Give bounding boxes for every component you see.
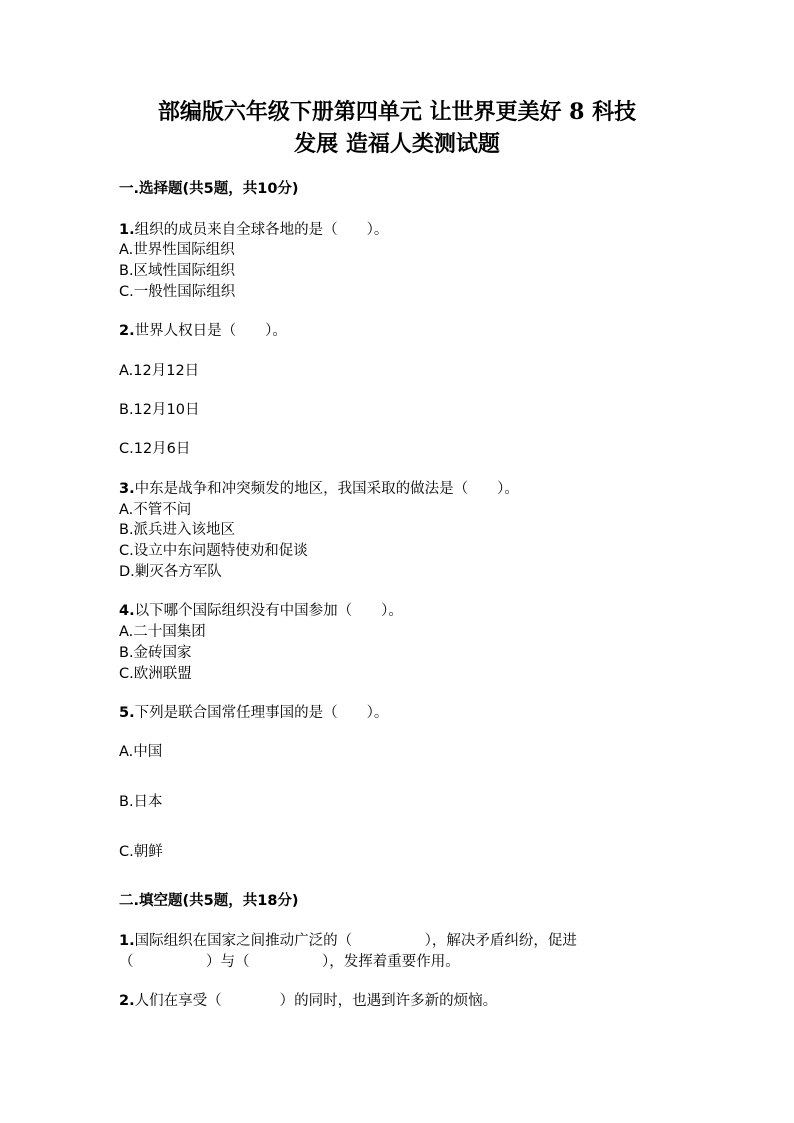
question-number: 4. <box>119 603 135 619</box>
fill-question-2 <box>119 989 497 1010</box>
option-text: B.日本 <box>119 794 163 810</box>
question-text: 中东是战争和冲突频发的地区，我国采取的做法是（ ）。 <box>134 481 519 497</box>
question-5-stem <box>119 701 388 722</box>
option-text: C.欧洲联盟 <box>119 666 192 682</box>
question-text: 下列是联合国常任理事国的是（ ）。 <box>134 705 389 721</box>
question-text: 以下哪个国际组织没有中国参加（ ）。 <box>134 603 403 619</box>
option-text: A.中国 <box>119 744 163 760</box>
question-3-stem <box>119 477 519 498</box>
option-text: A.12月12日 <box>119 363 200 379</box>
section-heading-fill: 二.填空题(共5题，共18分) <box>119 893 299 909</box>
question-number: 5. <box>119 705 135 721</box>
option-text: D.剿灭各方军队 <box>119 564 222 580</box>
question-text: 国际组织在国家之间推动广泛的（ ），解决矛盾纠纷，促进 <box>134 933 577 949</box>
question-2-stem <box>119 319 287 340</box>
option-text: B.12月10日 <box>119 402 200 418</box>
question-number: 1. <box>119 222 135 238</box>
document-title <box>0 96 794 160</box>
question-text: 人们在享受（ ）的同时，也遇到许多新的烦恼。 <box>134 993 498 1009</box>
question-number: 3. <box>119 481 135 497</box>
question-number: 2. <box>119 323 135 339</box>
fill-question-1-line-2: （ ）与（ ），发挥着重要作用。 <box>119 954 460 970</box>
option-text: B.区域性国际组织 <box>119 263 236 279</box>
question-text: 世界人权日是（ ）。 <box>134 323 287 339</box>
option-text: C.一般性国际组织 <box>119 284 236 300</box>
option-text: A.二十国集团 <box>119 624 206 640</box>
question-1-stem <box>119 218 388 239</box>
question-text: 组织的成员来自全球各地的是（ ）。 <box>134 222 389 238</box>
title-line-1: 部编版六年级下册第四单元 让世界更美好 8 科技 <box>157 99 637 125</box>
fill-question-1-line-1 <box>119 929 577 950</box>
option-text: C.朝鲜 <box>119 844 163 860</box>
option-text: C.设立中东问题特使劝和促谈 <box>119 543 308 559</box>
question-number: 2. <box>119 993 135 1009</box>
title-line-2: 发展 造福人类测试题 <box>294 131 500 157</box>
section-heading-choice: 一.选择题(共5题，共10分) <box>119 181 299 197</box>
option-text: A.不管不问 <box>119 502 192 518</box>
option-text: C.12月6日 <box>119 441 191 457</box>
question-number: 1. <box>119 933 135 949</box>
option-text: B.金砖国家 <box>119 645 192 661</box>
question-4-stem <box>119 599 403 620</box>
option-text: B.派兵进入该地区 <box>119 522 236 538</box>
option-text: A.世界性国际组织 <box>119 242 235 258</box>
